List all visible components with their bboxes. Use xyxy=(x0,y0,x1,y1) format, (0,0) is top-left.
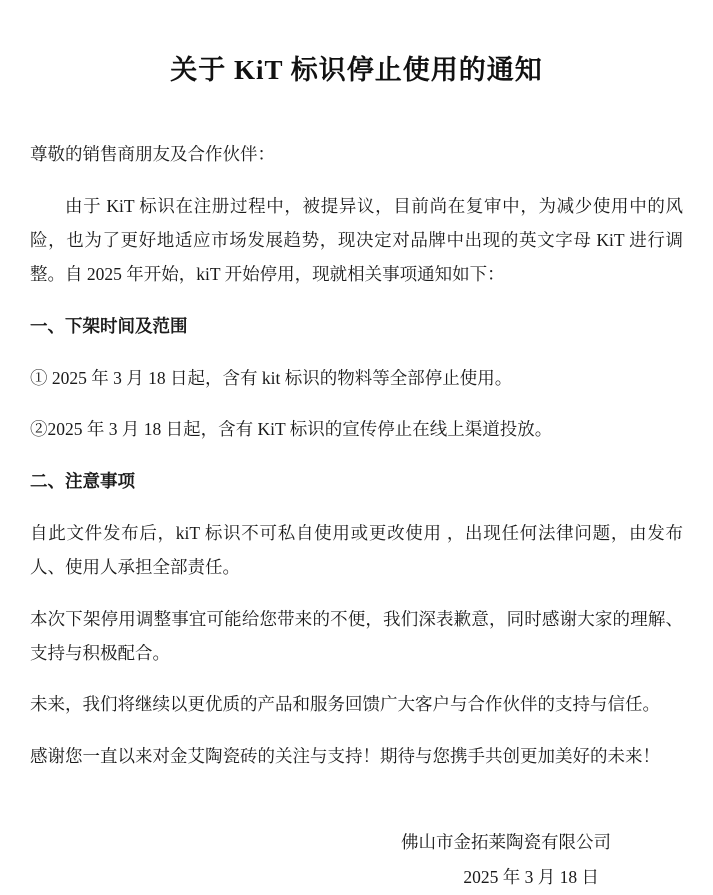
list-item: ②2025 年 3 月 18 日起，含有 KiT 标识的宣传停止在线上渠道投放。 xyxy=(30,419,553,440)
salutation: 尊敬的销售商朋友及合作伙伴： xyxy=(30,143,275,164)
signature-date: 2025 年 3 月 18 日 xyxy=(463,867,599,888)
signature-block xyxy=(30,825,683,895)
notice-paragraph-4: 感谢您一直以来对金艾陶瓷砖的关注与支持！期待与您携手共创更加美好的未来！ xyxy=(30,746,660,767)
page-title: 关于 KiT 标识停止使用的通知 xyxy=(170,55,543,85)
intro-paragraph: 由于 KiT 标识在注册过程中，被提异议，目前尚在复审中，为减少使用中的风险，也为了更好地适应市场发展趋势，现决定对品牌中出现的英文字母 KiT 进行调整。自 2025 年开始，kiT 开始停用，现就相关事项通知如下： xyxy=(30,195,683,284)
notice-paragraph-1: 自此文件发布后，kiT 标识不可私自使用或更改使用 ，出现任何法律问题，由发布人、使用人承担全部责任。 xyxy=(30,522,683,578)
list-item: ① 2025 年 3 月 18 日起，含有 kit 标识的物料等全部停止使用。 xyxy=(30,367,513,388)
section-one-heading: 一、下架时间及范围 xyxy=(30,315,188,336)
notice-paragraph-2: 本次下架停用调整事宜可能给您带来的不便，我们深表歉意，同时感谢大家的理解、支持与积极配合。 xyxy=(30,608,683,663)
notice-paragraph-3: 未来，我们将继续以更优质的产品和服务回馈广大客户与合作伙伴的支持与信任。 xyxy=(30,694,660,715)
signature-company: 佛山市金拓莱陶瓷有限公司 xyxy=(401,832,611,853)
section-two-heading: 二、注意事项 xyxy=(30,471,135,492)
